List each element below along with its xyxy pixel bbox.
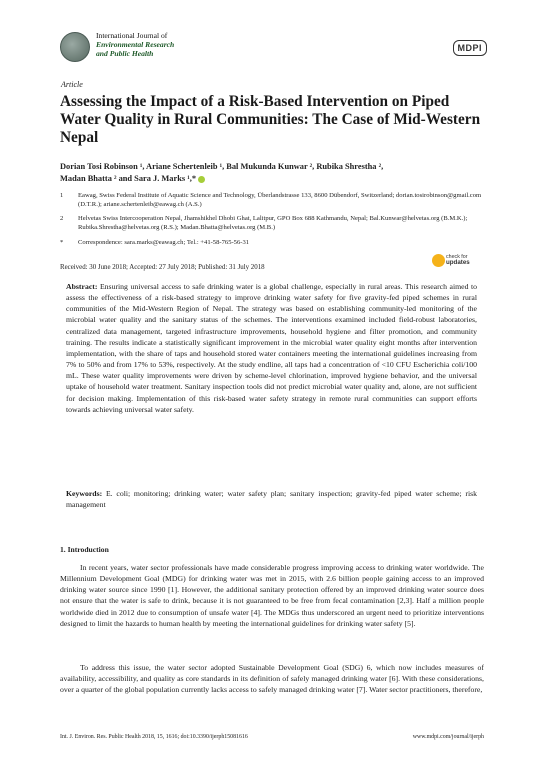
keywords bbox=[66, 488, 477, 510]
affiliation-number: 1 bbox=[60, 192, 64, 199]
check-for-updates-label[interactable] bbox=[446, 254, 470, 266]
footer-journal-url[interactable]: www.mdpi.com/journal/ijerph bbox=[412, 734, 484, 740]
author-line-1: Dorian Tosi Robinson ¹, Ariane Schertenleib ¹, Bal Mukunda Kunwar ², Rubika Shrestha ², bbox=[60, 162, 384, 171]
article-type: Article bbox=[61, 80, 83, 89]
publisher-logo[interactable]: MDPI bbox=[453, 40, 488, 56]
intro-paragraph-1: In recent years, water sector professionals have made considerable progress improving access to drinking water worldwide. The Millennium Development Goal (MDG) for drinking water was met in 2015, with 2.6 billion people gaining access to an improved drinking water source since 1990 [1]. However, the additional sanitary protection offered by an improved drinking water source does not ensure that the water is safe to drink, because it is not guaranteed to be free from fecal contamination [2,3]. Half a million people worldwide died in 2012 due to consumption of unsafe water [4]. The MDGs thus underscored an urgent need to prioritize interventions designed to limit the hazards to human health by meeting the international guidelines for drinking water safety [5]. bbox=[60, 563, 484, 628]
orcid-icon[interactable] bbox=[198, 176, 205, 183]
footer-citation: Int. J. Environ. Res. Public Health 2018, 15, 1616; doi:10.3390/ijerph15081616 bbox=[60, 734, 248, 740]
section-title: 1. Introduction bbox=[60, 545, 109, 554]
correspondence-text: Correspondence: sara.marks@eawag.ch; Tel.: +41-58-765-56-31 bbox=[78, 239, 250, 246]
abstract bbox=[66, 281, 477, 415]
author-list bbox=[60, 161, 500, 185]
paper-title: Assessing the Impact of a Risk-Based Intervention on Piped Water Quality in Rural Communities: The Case of Mid-Western Nepal bbox=[60, 93, 481, 146]
affiliation-text: Eawag, Swiss Federal Institute of Aquatic Science and Technology, Überlandstrasse 133, 8600 Dübendorf, Switzerland; dorian.tosirobinson@gmail.com (D.T.R.); ariane.schertenleib@eawag.ch (A.S.) bbox=[78, 192, 482, 209]
abstract-label: Abstract: bbox=[66, 282, 98, 291]
keywords-label: Keywords: bbox=[66, 489, 103, 498]
check-for-updates-line1: check for bbox=[446, 254, 468, 260]
affiliation-number: * bbox=[60, 239, 64, 246]
check-for-updates-line2: updates bbox=[446, 259, 470, 266]
journal-name bbox=[96, 31, 174, 59]
check-for-updates-icon[interactable] bbox=[432, 254, 445, 267]
author-line-2-wrap bbox=[60, 173, 500, 185]
journal-logo bbox=[60, 32, 90, 62]
affiliation-text: Helvetas Swiss Intercooperation Nepal, Jhamshikhel Dhobi Ghat, Lalitpur, GPO Box 688 Kathmandu, Nepal; Bal.Kunwar@helvetas.org (B.M.K.); Rubika.Shrestha@helvetas.org (R.S.); Madan.Bhatta@helvetas.org (M.B.) bbox=[78, 215, 468, 232]
affiliation-number: 2 bbox=[60, 215, 64, 222]
affiliation-2 bbox=[60, 214, 500, 234]
journal-name-line2: Environmental Research bbox=[96, 40, 175, 50]
abstract-text: Ensuring universal access to safe drinking water is a global challenge, especially in rural areas. This research aimed to assess the effectiveness of a risk-based strategy to improve drinking water safety for five gravity-fed piped schemes in rural communities of the Mid-Western Region of Nepal. The strategy was based on establishing community-led monitoring of the microbial water quality and the sanitary status of the schemes. The interventions examined included field-robust laboratories, centralized data management, targeted infrastructure improvements, household hygiene and filter promotion, and community training. The results indicate a statistically significant improvement in the microbial water quality eight months after intervention implementation, with the share of taps and household stored water containers meeting the international guidelines increasing from 7% to 50% and from 17% to 53%, respectively. At the study endline, all taps had a concentration of <10 CFU Escherichia coli/100 mL. These water quality improvements were driven by scheme-level chlorination, improved hygiene behavior, and the universal uptake of household water treatment. Sanitary inspection tools did not predict microbial water quality and, alone, are not sufficient for decision making. Implementation of this risk-based water safety strategy in remote rural communities can support efforts towards achieving universal water safety. bbox=[66, 282, 478, 414]
intro-paragraph-2: To address this issue, the water sector adopted Sustainable Development Goal (SDG) 6, which now includes measures of availability, accessibility, and quality as core standards in its definition of safely managed drinking water [6]. With these considerations, over a quarter of the global population currently lacks access to safely managed drinking water [7]. Water sector practitioners, therefore, bbox=[60, 663, 484, 695]
journal-name-line3: and Public Health bbox=[96, 49, 154, 59]
keywords-text: E. coli; monitoring; drinking water; water safety plan; sanitary inspection; gravity-fed piped water scheme; risk management bbox=[66, 489, 478, 510]
journal-name-line1: International Journal of bbox=[96, 31, 168, 40]
publication-dates: Received: 30 June 2018; Accepted: 27 July 2018; Published: 31 July 2018 bbox=[60, 264, 265, 271]
correspondence bbox=[60, 238, 500, 248]
author-line-2: Madan Bhatta ² and Sara J. Marks ¹,* bbox=[60, 174, 197, 183]
affiliation-1 bbox=[60, 191, 500, 211]
